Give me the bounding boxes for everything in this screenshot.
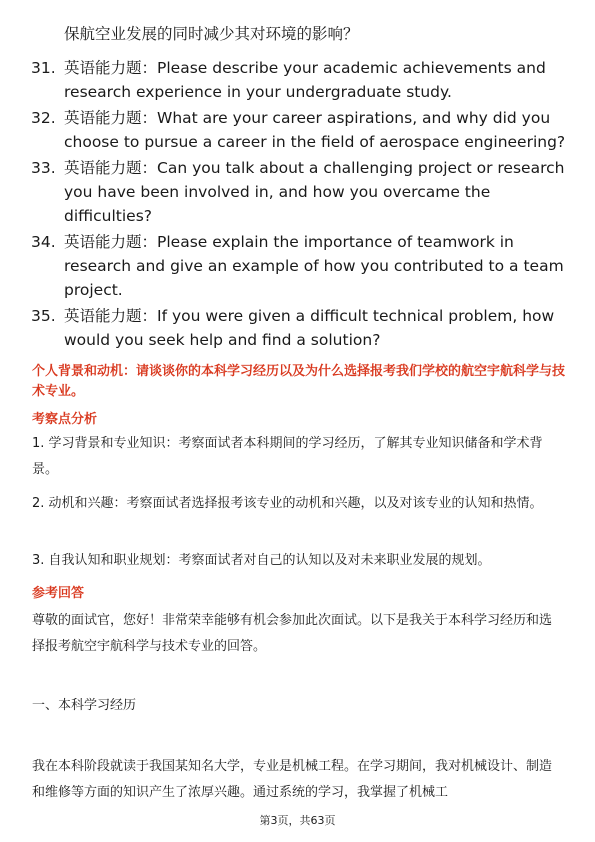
question-text: 英语能力题：What are your career aspirations, and why did you choose to pursue a career in the field of aerospace engineering?: [64, 109, 566, 151]
body-paragraph: 我在本科阶段就读于我国某知名大学，专业是机械工程。在学习期间，我对机械设计、制造和维修等方面的知识产生了浓厚兴趣。通过系统的学习，我掌握了机械工: [32, 759, 553, 800]
question-number: 31.: [31, 59, 56, 77]
subheading: 一、本科学习经历: [32, 698, 137, 713]
reference-intro: 尊敬的面试官，您好！非常荣幸能够有机会参加此次面试。以下是我关于本科学习经历和选择报考航空宇航科学与技术专业的回答。: [32, 613, 553, 654]
question-text: 英语能力题：If you were given a difficult technical problem, how would you seek help and find a solution?: [64, 307, 555, 349]
list-item: [31, 230, 571, 302]
analysis-point: 1. 学习背景和专业知识：考察面试者本科期间的学习经历，了解其专业知识储备和学术背景。: [32, 436, 543, 477]
question-number: 34.: [31, 233, 56, 251]
list-item: [31, 106, 571, 154]
question-text: 英语能力题：Can you talk about a challenging project or research you have been involved in, and how you overcame the difficulties?: [64, 159, 565, 225]
question-number: 33.: [31, 159, 56, 177]
analysis-title: 考察点分析: [32, 412, 98, 427]
question-text: 英语能力题：Please explain the importance of teamwork in research and give an example of how you contributed to a team project.: [64, 233, 564, 299]
answer-heading: 个人背景和动机：请谈谈你的本科学习经历以及为什么选择报考我们学校的航空宇航科学与技术专业。: [32, 364, 566, 399]
question-list: [31, 56, 571, 354]
reference-title: 参考回答: [32, 586, 85, 601]
page-number: 第3页，共63页: [259, 814, 336, 827]
analysis-point: 3. 自我认知和职业规划：考察面试者对自己的认知以及对未来职业发展的规划。: [32, 553, 491, 568]
list-item: [31, 304, 571, 352]
continued-question-text: 保航空业发展的同时减少其对环境的影响？: [64, 25, 359, 43]
analysis-point: 2. 动机和兴趣：考察面试者选择报考该专业的动机和兴趣，以及对该专业的认知和热情。: [32, 496, 543, 511]
list-item: [31, 156, 571, 228]
question-text: 英语能力题：Please describe your academic achievements and research experience in your undergraduate study.: [64, 59, 546, 101]
question-number: 32.: [31, 109, 56, 127]
question-number: 35.: [31, 307, 56, 325]
list-item: [31, 56, 571, 104]
